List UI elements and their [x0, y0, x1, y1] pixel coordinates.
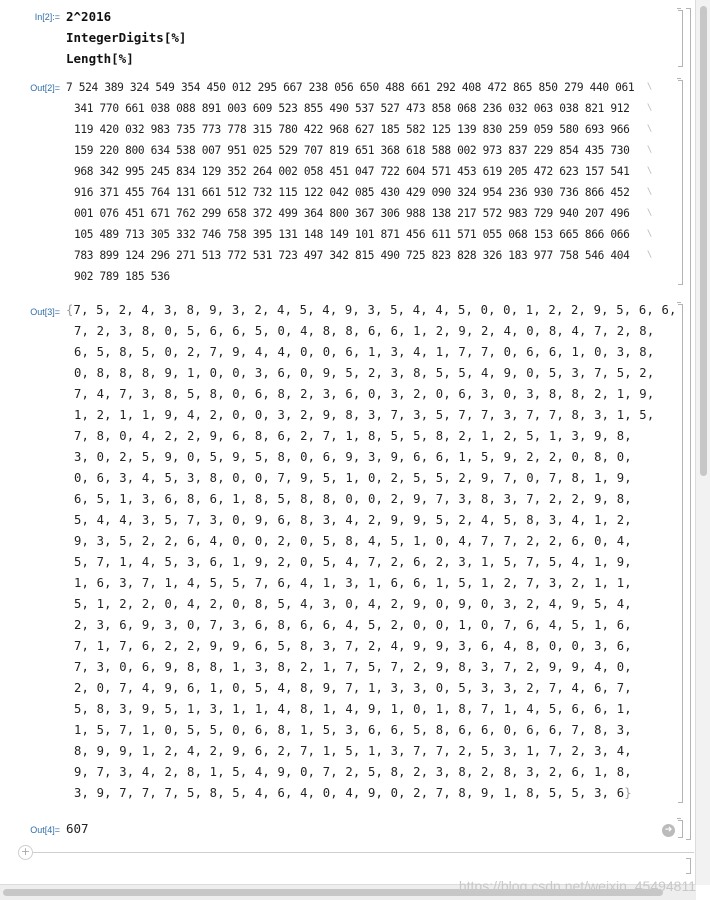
out3-line-text: 7, 1, 7, 6, 2, 2, 9, 9, 6, 5, 8, 3, 7, 2, 4, 9, 9, 3, 6, 4, 8, 0, 0, 3, 6, — [74, 639, 632, 653]
out3-label: Out[3]= — [30, 307, 60, 317]
line-continuation-marker: \ — [646, 229, 652, 239]
out3-line — [66, 489, 646, 510]
out2-line: 105 489 713 305 332 746 758 395 131 148 149 101 871 456 611 571 055 068 153 665 866 066 \ — [66, 224, 646, 245]
out3-line-text: 3, 0, 2, 5, 9, 0, 5, 9, 5, 8, 0, 6, 9, 3, 9, 6, 6, 1, 5, 9, 2, 2, 0, 8, 0, — [74, 450, 632, 464]
out3-line-text: 7, 2, 3, 8, 0, 5, 6, 6, 5, 0, 4, 8, 8, 6, 6, 1, 2, 9, 2, 4, 0, 8, 4, 7, 2, 8, — [74, 324, 655, 338]
out3-line-text: 5, 8, 3, 9, 5, 1, 3, 1, 1, 4, 8, 1, 4, 9, 1, 0, 1, 8, 7, 1, 4, 5, 6, 6, 1, — [74, 702, 632, 716]
out3-line-text: 6, 5, 1, 3, 6, 8, 6, 1, 8, 5, 8, 8, 0, 0, 2, 9, 7, 3, 8, 3, 7, 2, 2, 9, 8, — [74, 492, 632, 506]
input-cell[interactable] — [66, 6, 186, 69]
out2-line: 7 524 389 324 549 354 450 012 295 667 238 056 650 488 661 292 408 472 865 850 279 440 061 \ — [66, 77, 646, 98]
out2-line: 783 899 124 296 271 513 772 531 723 497 342 815 490 725 823 828 326 183 977 758 546 404 \ — [66, 245, 646, 266]
cell-bracket-out3[interactable] — [678, 304, 683, 803]
out3-line — [66, 321, 655, 342]
out3-line-text: 2, 3, 6, 9, 3, 0, 7, 3, 6, 8, 6, 6, 4, 5, 2, 0, 0, 1, 0, 7, 6, 4, 5, 1, 6, — [74, 618, 632, 632]
out3-line — [66, 363, 655, 384]
cell-insertion-line[interactable] — [18, 852, 694, 853]
out3-line — [66, 573, 646, 594]
out3-line-text: 0, 8, 8, 8, 9, 1, 0, 0, 3, 6, 0, 9, 5, 2, 3, 8, 5, 5, 4, 9, 0, 5, 3, 7, 5, 2, — [74, 366, 655, 380]
out3-line — [66, 657, 646, 678]
out3-line — [66, 594, 646, 615]
out3-line — [66, 300, 677, 321]
out3-line-text: 3, 9, 7, 7, 7, 5, 8, 5, 4, 6, 4, 0, 4, 9, 0, 2, 7, 8, 9, 1, 8, 5, 5, 3, 6 — [74, 786, 625, 800]
out3-line — [66, 447, 646, 468]
out3-line-text: 5, 4, 4, 3, 5, 7, 3, 0, 9, 6, 8, 3, 4, 2, 9, 9, 5, 2, 4, 5, 8, 3, 4, 1, 2, — [74, 513, 632, 527]
list-close-brace: } — [624, 786, 632, 800]
out3-line — [66, 678, 646, 699]
out3-line — [66, 342, 655, 363]
plus-icon[interactable]: + — [18, 845, 33, 860]
out3-line — [66, 552, 646, 573]
out3-line — [66, 783, 646, 804]
out3-line-text: 7, 5, 2, 4, 3, 8, 9, 3, 2, 4, 5, 4, 9, 3, 5, 4, 4, 5, 0, 0, 1, 2, 2, 9, 5, 6, 6, — [73, 303, 677, 317]
out3-line-text: 6, 5, 8, 5, 0, 2, 7, 9, 4, 4, 0, 0, 6, 1, 3, 4, 1, 7, 7, 0, 6, 6, 1, 0, 3, 8, — [74, 345, 655, 359]
line-continuation-marker: \ — [646, 250, 652, 260]
out3-line-text: 7, 8, 0, 4, 2, 2, 9, 6, 8, 6, 2, 7, 1, 8, 5, 5, 8, 2, 1, 2, 5, 1, 3, 9, 8, — [74, 429, 632, 443]
out2-cell — [66, 77, 652, 287]
in2-label: In[2]:= — [34, 12, 60, 22]
cell-bracket-out4[interactable] — [678, 820, 683, 838]
line-continuation-marker: \ — [646, 208, 652, 218]
out3-line-text: 1, 2, 1, 1, 9, 4, 2, 0, 0, 3, 2, 9, 8, 3, 7, 3, 5, 7, 7, 3, 7, 7, 8, 3, 1, 5, — [74, 408, 655, 422]
out3-line-text: 9, 7, 3, 4, 2, 8, 1, 5, 4, 9, 0, 7, 2, 5, 8, 2, 3, 8, 2, 8, 3, 2, 6, 1, 8, — [74, 765, 632, 779]
out3-cell — [66, 300, 677, 804]
out3-line — [66, 405, 655, 426]
out3-line-text: 5, 1, 2, 2, 0, 4, 2, 0, 8, 5, 4, 3, 0, 4, 2, 9, 0, 9, 0, 3, 2, 4, 9, 5, 4, — [74, 597, 632, 611]
out3-line-text: 2, 0, 7, 4, 9, 6, 1, 0, 5, 4, 8, 9, 7, 1, 3, 3, 0, 5, 3, 3, 2, 7, 4, 6, 7, — [74, 681, 632, 695]
out3-line-text: 1, 5, 7, 1, 0, 5, 5, 0, 6, 8, 1, 5, 3, 6, 6, 5, 8, 6, 6, 0, 6, 6, 7, 8, 3, — [74, 723, 632, 737]
out3-line-text: 9, 3, 5, 2, 2, 6, 4, 0, 0, 2, 0, 5, 8, 4, 5, 1, 0, 4, 7, 7, 2, 2, 6, 0, 4, — [74, 534, 632, 548]
list-open-brace: { — [66, 303, 74, 317]
out2-line: 119 420 032 983 735 773 778 315 780 422 968 627 185 582 125 139 830 259 059 580 693 966 \ — [66, 119, 646, 140]
out3-line — [66, 720, 646, 741]
new-cell-bracket[interactable] — [686, 858, 691, 874]
out3-line-text: 5, 7, 1, 4, 5, 3, 6, 1, 9, 2, 0, 5, 4, 7, 2, 6, 2, 3, 1, 5, 7, 5, 4, 1, 9, — [74, 555, 632, 569]
cell-bracket-in2[interactable] — [678, 10, 683, 67]
out2-line: 968 342 995 245 834 129 352 264 002 058 451 047 722 604 571 453 619 205 472 623 157 541 \ — [66, 161, 646, 182]
input-line-1[interactable]: 2^2016 — [66, 9, 112, 24]
group-bracket[interactable] — [686, 8, 691, 840]
input-line-2[interactable]: IntegerDigits[%] — [66, 30, 187, 45]
line-continuation-marker: \ — [646, 145, 652, 155]
out3-line — [66, 762, 646, 783]
out3-line-text: 8, 9, 9, 1, 2, 4, 2, 9, 6, 2, 7, 1, 5, 1, 3, 7, 7, 2, 5, 3, 1, 7, 2, 3, 4, — [74, 744, 632, 758]
line-continuation-marker: \ — [646, 124, 652, 134]
out3-line — [66, 531, 646, 552]
out3-line-text: 0, 6, 3, 4, 5, 3, 8, 0, 0, 7, 9, 5, 1, 0, 2, 5, 5, 2, 9, 7, 0, 7, 8, 1, 9, — [74, 471, 632, 485]
input-line-3[interactable]: Length[%] — [66, 51, 134, 66]
arrow-circle-icon[interactable]: ➜ — [662, 824, 675, 837]
out2-label: Out[2]= — [30, 83, 60, 93]
line-continuation-marker: \ — [646, 82, 652, 92]
out3-line — [66, 384, 655, 405]
vertical-scrollbar[interactable] — [695, 0, 710, 885]
out2-line: 001 076 451 671 762 299 658 372 499 364 800 367 306 988 138 217 572 983 729 940 207 496 \ — [66, 203, 646, 224]
out3-line — [66, 741, 646, 762]
vertical-scrollbar-thumb[interactable] — [700, 6, 707, 476]
out2-line: 159 220 800 634 538 007 951 025 529 707 819 651 368 618 588 002 973 837 229 854 435 730 \ — [66, 140, 646, 161]
out3-line-text: 7, 3, 0, 6, 9, 8, 8, 1, 3, 8, 2, 1, 7, 5, 7, 2, 9, 8, 3, 7, 2, 9, 9, 4, 0, — [74, 660, 632, 674]
out4-value: 607 — [66, 821, 89, 836]
out2-line: 902 789 185 536 — [74, 270, 170, 283]
out3-line-text: 1, 6, 3, 7, 1, 4, 5, 5, 7, 6, 4, 1, 3, 1, 6, 6, 1, 5, 1, 2, 7, 3, 2, 1, 1, — [74, 576, 632, 590]
out2-line: 341 770 661 038 088 891 003 609 523 855 490 537 527 473 858 068 236 032 063 038 821 912 \ — [66, 98, 646, 119]
out2-line: 916 371 455 764 131 661 512 732 115 122 042 085 430 429 090 324 954 236 930 736 866 452 \ — [66, 182, 646, 203]
line-continuation-marker: \ — [646, 187, 652, 197]
line-continuation-marker: \ — [646, 103, 652, 113]
out3-line — [66, 636, 646, 657]
line-continuation-marker: \ — [646, 166, 652, 176]
out3-line — [66, 468, 646, 489]
out3-line — [66, 510, 646, 531]
out3-line-text: 7, 4, 7, 3, 8, 5, 8, 0, 6, 8, 2, 3, 6, 0, 3, 2, 0, 6, 3, 0, 3, 8, 8, 2, 1, 9, — [74, 387, 655, 401]
out3-line — [66, 699, 646, 720]
watermark: https://blog.csdn.net/weixin_45494811 — [458, 878, 696, 894]
out3-line — [66, 426, 646, 447]
out3-line — [66, 615, 646, 636]
out4-cell — [66, 818, 89, 839]
out4-label: Out[4]= — [30, 825, 60, 835]
cell-bracket-out2[interactable] — [678, 80, 683, 285]
